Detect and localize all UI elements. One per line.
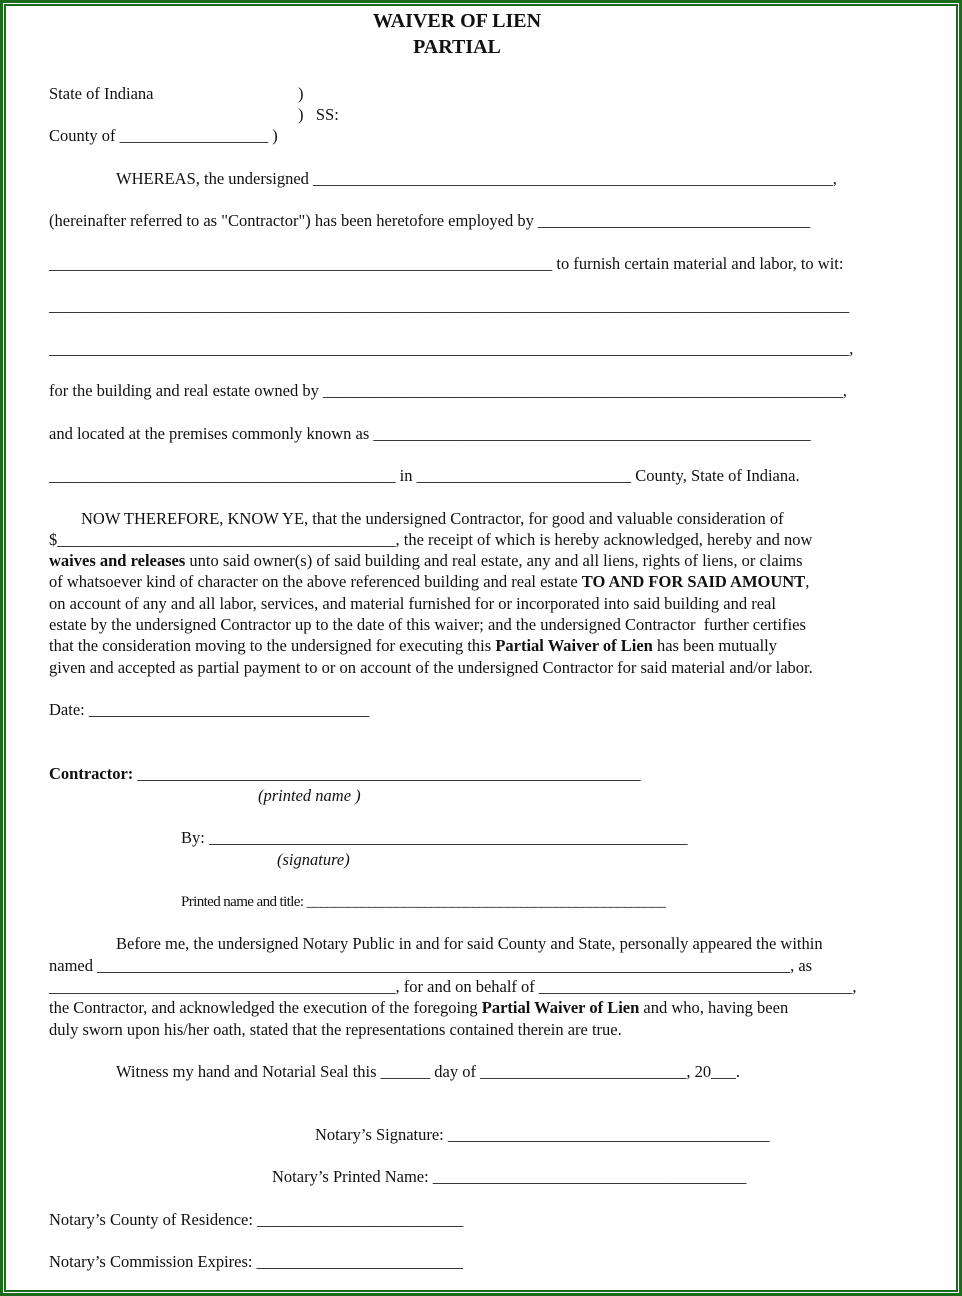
contractor-label: Contractor: (49, 764, 134, 783)
now-line-3 (49, 551, 803, 571)
now-line-5: on account of any and all labor, services, and material furnished for or incorporated into said building and real (49, 594, 776, 613)
printed-name-title-field[interactable]: Printed name and title: ____________________________________________________ (181, 894, 666, 910)
venue-ss: ) SS: (298, 105, 339, 124)
notary-county-field[interactable]: Notary’s County of Residence: _________________________ (49, 1210, 464, 1229)
now-line-1: NOW THEREFORE, KNOW YE, that the undersigned Contractor, for good and valuable consideration of (81, 509, 784, 528)
now-line-2: $_________________________________________, the receipt of which is hereby acknowledged, hereby and now (49, 530, 813, 549)
whereas-line-2: (hereinafter referred to as "Contractor") has been heretofore employed by _________________________________ (49, 211, 811, 230)
notary-printed-name-field[interactable]: Notary’s Printed Name: ______________________________________ (272, 1167, 747, 1186)
now-line-7-start: that the consideration moving to the undersigned for executing this (49, 636, 496, 655)
venue-county: County of __________________ ) (49, 126, 278, 145)
now-waives-releases: waives and releases (49, 551, 186, 570)
printed-name-caption: (printed name ) (258, 786, 361, 805)
contractor-field[interactable] (49, 764, 641, 784)
whereas-line-1: WHEREAS, the undersigned _______________________________________________________________, (116, 169, 837, 188)
notary-line-4-start: the Contractor, and acknowledged the execution of the foregoing (49, 998, 482, 1017)
whereas-line-6: for the building and real estate owned by _______________________________________________________________, (49, 381, 847, 400)
witness-line: Witness my hand and Notarial Seal this ______ day of _________________________, 20___. (116, 1062, 740, 1081)
title-line-1: WAIVER OF LIEN (372, 10, 542, 32)
now-line-8: given and accepted as partial payment to or on account of the undersigned Contractor for said material and/or labor. (49, 658, 813, 677)
by-signature-field[interactable]: By: __________________________________________________________ (181, 828, 688, 847)
venue-state: State of Indiana (49, 84, 154, 103)
whereas-line-4: _________________________________________________________________________________________________ (49, 296, 850, 315)
signature-caption: (signature) (277, 850, 350, 869)
now-line-6: estate by the undersigned Contractor up to the date of this waiver; and the undersigned Contractor further certifies (49, 615, 806, 634)
notary-para-line-4 (49, 998, 788, 1018)
venue-paren-1: ) (298, 84, 304, 103)
notary-para-line-2: named ____________________________________________________________________________________, as (49, 956, 813, 975)
now-line-7-end: has been mutually (652, 636, 778, 655)
title-line-2: PARTIAL (413, 36, 501, 58)
now-said-amount: TO AND FOR SAID AMOUNT (581, 572, 806, 591)
now-line-3-rest: unto said owner(s) of said building and real estate, any and all liens, rights of liens, or claims (185, 551, 803, 570)
whereas-line-8: __________________________________________ in __________________________ County, State of Indiana. (49, 466, 800, 485)
whereas-line-7: and located at the premises commonly known as _____________________________________________________ (49, 424, 811, 443)
now-partial-waiver: Partial Waiver of Lien (495, 636, 653, 655)
now-line-7 (49, 636, 777, 656)
now-line-4-end: , (805, 572, 810, 591)
now-line-4-start: of whatsoever kind of character on the above referenced building and real estate (49, 572, 582, 591)
notary-para-line-3: __________________________________________, for and on behalf of ______________________________________, (49, 977, 857, 996)
notary-para-line-1: Before me, the undersigned Notary Public in and for said County and State, personally appeared the within (116, 934, 823, 953)
now-line-4 (49, 572, 809, 592)
whereas-line-5: _________________________________________________________________________________________________, (49, 339, 854, 358)
notary-partial-waiver: Partial Waiver of Lien (481, 998, 640, 1017)
date-field[interactable]: Date: __________________________________ (49, 700, 370, 719)
notary-signature-field[interactable]: Notary’s Signature: _______________________________________ (315, 1125, 770, 1144)
notary-expires-field[interactable]: Notary’s Commission Expires: _________________________ (49, 1252, 463, 1271)
whereas-line-3: _____________________________________________________________ to furnish certain material and labor, to wit: (49, 254, 844, 273)
notary-line-4-end: and who, having been (639, 998, 789, 1017)
contractor-line: _____________________________________________________________ (133, 764, 641, 783)
notary-para-line-5: duly sworn upon his/her oath, stated that the representations contained therein are true. (49, 1020, 622, 1039)
